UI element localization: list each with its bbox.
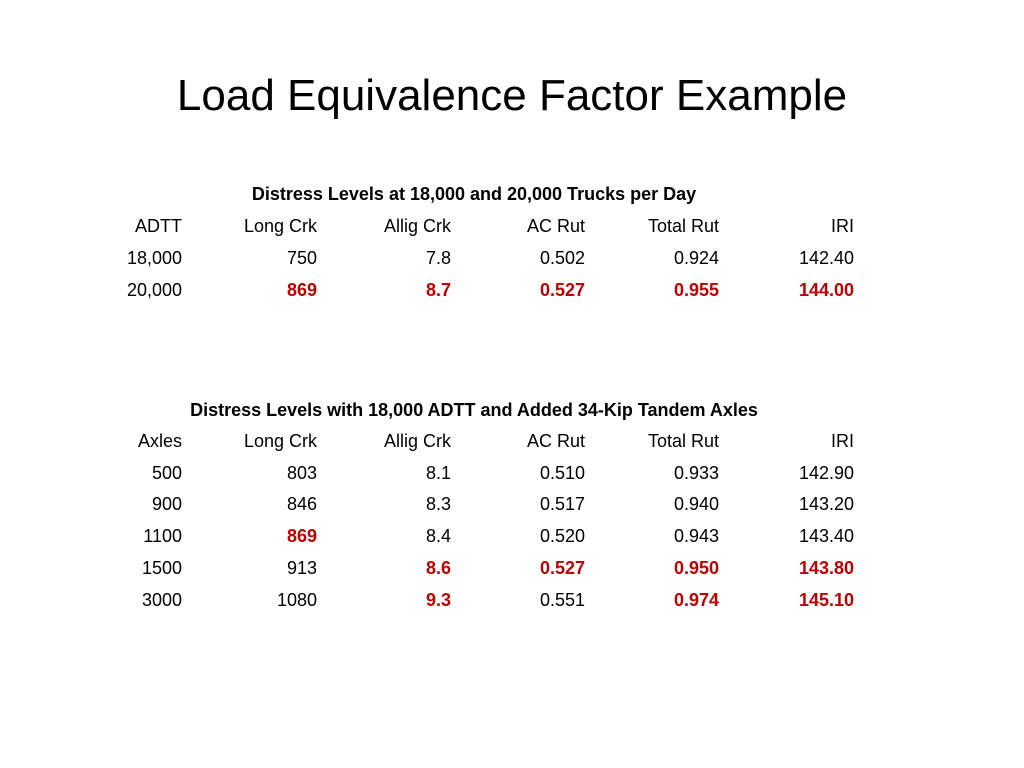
header-cell: Total Rut — [647, 216, 719, 236]
table-cell: 20,000 — [126, 280, 182, 300]
table-cell: 8.3 — [425, 494, 451, 514]
table-cell: 846 — [286, 494, 317, 514]
table-cell: 869 — [286, 280, 317, 300]
table-caption: Distress Levels with 18,000 ADTT and Added 34-Kip Tandem Axles — [190, 400, 758, 420]
header-cell: AC Rut — [526, 431, 585, 451]
header-cell: Allig Crk — [383, 216, 451, 236]
table-cell: 900 — [151, 494, 182, 514]
header-cell: IRI — [830, 216, 854, 236]
table-row — [0, 242, 1024, 274]
table-cell: 913 — [286, 558, 317, 578]
slide-title: Load Equivalence Factor Example — [176, 71, 848, 120]
table-cell: 8.4 — [425, 526, 451, 546]
table-cell: 8.6 — [425, 558, 451, 578]
table-row — [0, 552, 1024, 584]
table-cell: 8.7 — [425, 280, 451, 300]
header-cell: IRI — [830, 431, 854, 451]
table-cell: 144.00 — [798, 280, 854, 300]
table-row — [0, 520, 1024, 552]
table-cell: 142.40 — [798, 248, 854, 268]
table-cell: 0.517 — [539, 494, 585, 514]
table-cell: 143.40 — [798, 526, 854, 546]
table-cell: 0.943 — [673, 526, 719, 546]
table-cell: 1500 — [141, 558, 182, 578]
table-caption: Distress Levels at 18,000 and 20,000 Trucks per Day — [251, 184, 697, 204]
table-cell: 142.90 — [798, 463, 854, 483]
table-cell: 0.527 — [539, 280, 585, 300]
table-cell: 0.527 — [539, 558, 585, 578]
table-row — [0, 457, 1024, 489]
table-cell: 3000 — [141, 590, 182, 610]
table-cell: 0.933 — [673, 463, 719, 483]
table-cell: 0.950 — [673, 558, 719, 578]
table-cell: 1100 — [143, 526, 182, 546]
header-cell: AC Rut — [526, 216, 585, 236]
table-cell: 145.10 — [798, 590, 854, 610]
table-cell: 1080 — [276, 590, 317, 610]
header-cell: Allig Crk — [383, 431, 451, 451]
table-cell: 0.551 — [539, 590, 585, 610]
table-header-row — [0, 210, 1024, 242]
table-cell: 0.520 — [539, 526, 585, 546]
table-cell: 803 — [286, 463, 317, 483]
table-cell: 750 — [286, 248, 317, 268]
table-cell: 0.510 — [539, 463, 585, 483]
table-row — [0, 488, 1024, 520]
header-cell: Total Rut — [647, 431, 719, 451]
table-row — [0, 584, 1024, 616]
table-cell: 500 — [151, 463, 182, 483]
table-cell: 0.924 — [673, 248, 719, 268]
table-cell: 143.20 — [798, 494, 854, 514]
table-row — [0, 274, 1024, 306]
table-cell: 0.940 — [673, 494, 719, 514]
table-header-row — [0, 425, 1024, 457]
table-cell: 0.502 — [539, 248, 585, 268]
table-cell: 869 — [286, 526, 317, 546]
header-cell: ADTT — [135, 216, 182, 236]
table-cell: 0.974 — [673, 590, 719, 610]
table-cell: 143.80 — [798, 558, 854, 578]
table-cell: 0.955 — [673, 280, 719, 300]
table-cell: 9.3 — [425, 590, 451, 610]
header-cell: Long Crk — [243, 216, 317, 236]
table-cell: 7.8 — [425, 248, 451, 268]
table-cell: 18,000 — [126, 248, 182, 268]
header-cell: Long Crk — [243, 431, 317, 451]
table-cell: 8.1 — [425, 463, 451, 483]
header-cell: Axles — [137, 431, 182, 451]
